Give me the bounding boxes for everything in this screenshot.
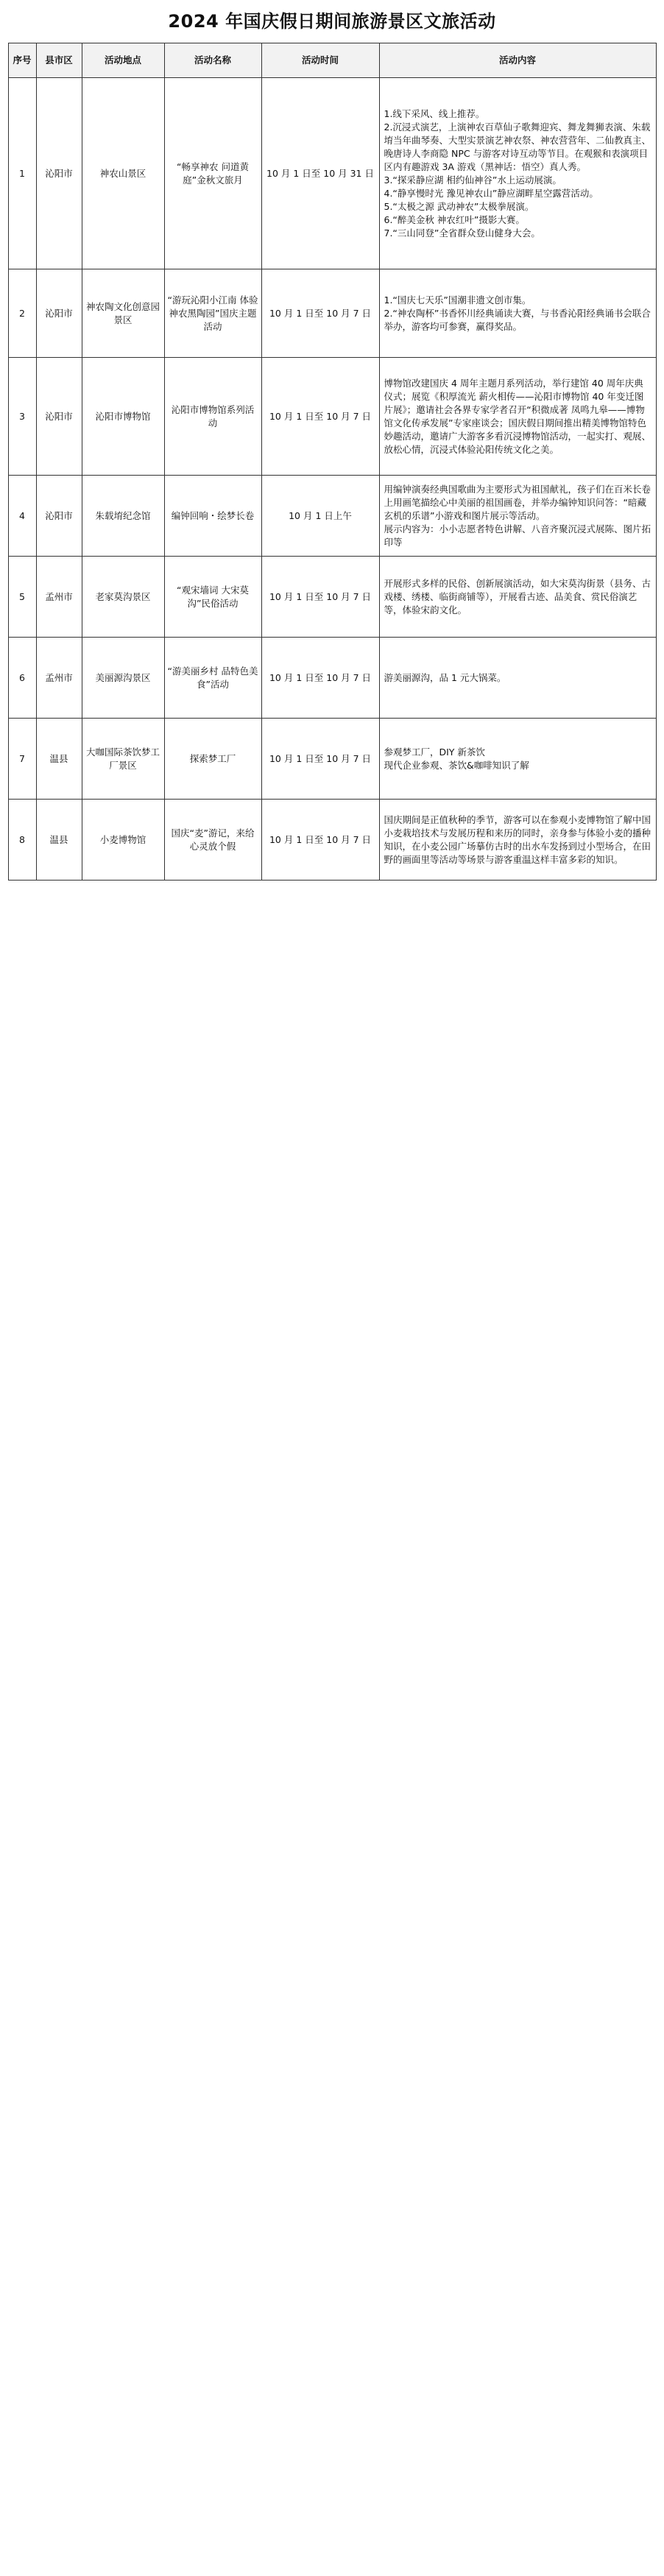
row-activity-name: “观宋墙词 大宋莫沟”民俗活动 [164, 557, 261, 638]
row-county: 沁阳市 [36, 78, 82, 269]
row-activity-name: “畅享神农 问道黄庭”金秋文旅月 [164, 78, 261, 269]
row-activity-name: 探索梦工厂 [164, 719, 261, 800]
row-time: 10 月 1 日至 10 月 7 日 [261, 269, 379, 358]
table-body [8, 78, 656, 881]
document-title: 2024 年国庆假日期间旅游景区文旅活动 [168, 11, 496, 32]
row-no: 2 [8, 269, 36, 358]
row-content: 1.“国庆七天乐”国潮非遗文创市集。 2.“神农陶杯”书香怀川经典诵读大赛，与书香沁阳经典诵书会联合举办，游客均可参赛，赢得奖品。 [379, 269, 656, 358]
table-row [8, 638, 656, 719]
row-no: 1 [8, 78, 36, 269]
row-content: 开展形式多样的民俗、创新展演活动，如大宋莫沟街景（县务、古戏楼、绣楼、临街商铺等），开展看古迹、品美食、赏民俗演艺等，体验宋韵文化。 [379, 557, 656, 638]
row-county: 温县 [36, 800, 82, 881]
row-place: 沁阳市博物馆 [82, 358, 164, 476]
header-name: 活动名称 [164, 43, 261, 78]
row-content: 游美丽源沟，品 1 元大锅菜。 [379, 638, 656, 719]
row-content: 博物馆改建国庆 4 周年主题月系列活动，举行建馆 40 周年庆典仪式；展览《积厚流光 薪火相传——沁阳市博物馆 40 年变迁图片展》；邀请社会各界专家学者召开“积微成著 凤鸣九皋——博物馆文化传承发展”专家座谈会；国庆假日期间推出精美博物馆特色妙趣活动，邀请广大游客多看沉浸博物馆活动，一起实打、观展、放松心情，沉浸式体验沁阳传统文化之美。 [379, 358, 656, 476]
row-time: 10 月 1 日至 10 月 7 日 [261, 358, 379, 476]
row-no: 7 [8, 719, 36, 800]
header-place: 活动地点 [82, 43, 164, 78]
activity-table [8, 43, 657, 881]
row-place: 美丽源沟景区 [82, 638, 164, 719]
row-no: 3 [8, 358, 36, 476]
table-row [8, 269, 656, 358]
row-place: 老家莫沟景区 [82, 557, 164, 638]
row-content: 1.线下采风、线上推荐。 2.沉浸式演艺，上演神农百草仙子歌舞迎宾、舞龙舞狮表演、朱载堉当年曲琴奏、大型实景演艺神农祭、神农营营年、二仙教真主、晚唐诗人李商隐 NPC 与游客对诗互动等节目。在观猴和表演项目区内有趣游戏 3A 游戏（黑神话：悟空）真人秀。 3.“探采静应湖 相约仙神谷”水上运动展演。 4.“静享慢时光 豫见神农山”静应湖畔星空露营活动。 5.“太极之源 武动神农”太极拳展演。 6.“醉美金秋 神农红叶”摄影大赛。 7.“三山同登”全省群众登山健身大会。 [379, 78, 656, 269]
row-county: 温县 [36, 719, 82, 800]
row-county: 沁阳市 [36, 476, 82, 557]
row-content: 参观梦工厂，DIY 新茶饮 现代企业参观、茶饮&咖啡知识了解 [379, 719, 656, 800]
row-no: 6 [8, 638, 36, 719]
row-time: 10 月 1 日上午 [261, 476, 379, 557]
header-no: 序号 [8, 43, 36, 78]
row-activity-name: 国庆“麦”游记，来给心灵放个假 [164, 800, 261, 881]
row-place: 神农陶文化创意园景区 [82, 269, 164, 358]
row-place: 神农山景区 [82, 78, 164, 269]
table-row [8, 476, 656, 557]
row-county: 孟州市 [36, 638, 82, 719]
row-county: 沁阳市 [36, 269, 82, 358]
table-row [8, 78, 656, 269]
row-activity-name: 编钟回响・绘梦长卷 [164, 476, 261, 557]
row-time: 10 月 1 日至 10 月 7 日 [261, 557, 379, 638]
table-row [8, 719, 656, 800]
row-county: 沁阳市 [36, 358, 82, 476]
header-time: 活动时间 [261, 43, 379, 78]
table-row [8, 557, 656, 638]
row-time: 10 月 1 日至 10 月 7 日 [261, 719, 379, 800]
row-place: 大咖国际茶饮梦工厂景区 [82, 719, 164, 800]
row-no: 8 [8, 800, 36, 881]
row-content: 国庆期间是正值秋种的季节，游客可以在参观小麦博物馆了解中国小麦栽培技术与发展历程和来历的同时，亲身参与体验小麦的播种知识，在小麦公园广场摹仿古时的出水车发扬到过小型场合，在田野的画面里等活动等场景与游客重温这样丰富多彩的知识。 [379, 800, 656, 881]
row-content: 用编钟演奏经典国歌曲为主要形式为祖国献礼，孩子们在百米长卷上用画笔描绘心中美丽的祖国画卷，并举办编钟知识问答：“暗藏玄机的乐谱”小游戏和图片展示等活动。 展示内容为：小小志愿者特色讲解、八音齐聚沉浸式展陈、图片拓印等 [379, 476, 656, 557]
row-activity-name: “游美丽乡村 品特色美食”活动 [164, 638, 261, 719]
row-time: 10 月 1 日至 10 月 31 日 [261, 78, 379, 269]
row-place: 小麦博物馆 [82, 800, 164, 881]
row-activity-name: 沁阳市博物馆系列活动 [164, 358, 261, 476]
table-header-row [8, 43, 656, 78]
header-content: 活动内容 [379, 43, 656, 78]
table-row [8, 800, 656, 881]
table-row [8, 358, 656, 476]
row-no: 5 [8, 557, 36, 638]
row-time: 10 月 1 日至 10 月 7 日 [261, 800, 379, 881]
header-county: 县市区 [36, 43, 82, 78]
row-county: 孟州市 [36, 557, 82, 638]
row-place: 朱载堉纪念馆 [82, 476, 164, 557]
row-activity-name: “游玩沁阳小江南 体验神农黑陶园”国庆主题活动 [164, 269, 261, 358]
row-no: 4 [8, 476, 36, 557]
row-time: 10 月 1 日至 10 月 7 日 [261, 638, 379, 719]
